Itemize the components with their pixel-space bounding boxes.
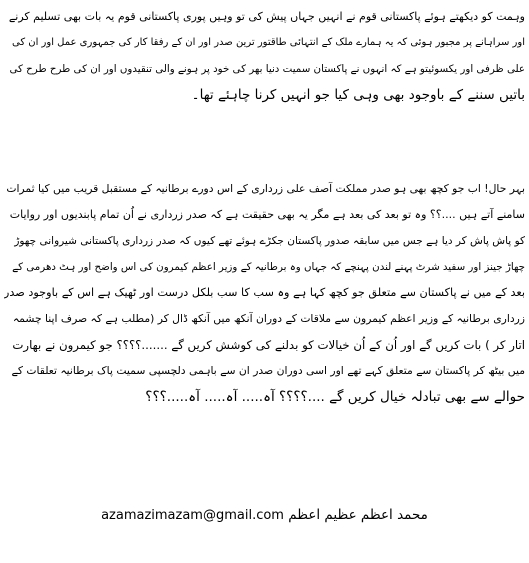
text-line: حوالے سے بھی تبادلہ خیال کریں گے ....؟؟؟؟ آہ..... آہ..... آہ.....؟؟؟ bbox=[145, 389, 525, 405]
text-line: کو پاش پاش کر دیا ہے جس میں سابقہ صدور پاکستان جکڑے ہوئے تھے کیوں کہ صدر زرداری پاکستانی شیروانی چھوڑ bbox=[14, 235, 525, 247]
text-line: سامنے آتے ہیں ....؟؟ وہ تو بعد کی بعد ہے مگر یہ بھی حقیقت ہے کہ صدر زرداری نے اُن تمام پابندیوں اور روایات bbox=[9, 208, 525, 221]
text-line: بہر حال! اب جو کچھ بھی ہو صدر مملکت آصف علی زرداری کے اس دورے برطانیہ کے مستقبل قریب میں کیا ثمرات bbox=[6, 182, 525, 195]
paragraph-main bbox=[4, 176, 525, 410]
text-line: زرداری برطانیہ کے وزیر اعظم کیمرون سے ملاقات کے دوران آنکھ میں آنکھ ڈال کر (مطلب ہے کہ صرف اپنا چشمہ bbox=[12, 312, 525, 325]
text-line: میں بیٹھ کر پاکستان سے متعلق کہے تھے اور اسی دوران صدر ان سے باہمی دلچسپی سمیت پاک برطانیہ تعلقات کے bbox=[11, 364, 525, 377]
text-line: اتار کر ) بات کریں گے اور اُن کے اُن خیالات کو بدلنے کی کوشش کریں گے .......؟؟؟؟ جو کیمرون نے بھارت bbox=[12, 338, 525, 352]
author-name: محمد اعظم عظیم اعظم bbox=[288, 507, 428, 523]
text-line: وہمت کو دیکھتے ہوئے پاکستانی قوم نے انہیں جہاں پیش کی تو وہیں پوری پاکستانی قوم یہ بات بھی تسلیم کرنے bbox=[8, 10, 525, 23]
author-email: azamazimazam@gmail.com bbox=[101, 508, 284, 523]
text-line: بعد کے میں نے پاکستان سے متعلق جو کچھ کہا ہے وہ سب کا سب بلکل درست اور ٹھیک ہے اس کے باوجود صدر bbox=[4, 286, 525, 299]
author-signature bbox=[0, 505, 529, 526]
text-line: اور سراہانے پر مجبور ہوئی کہ یہ ہمارے ملک کے انتہائی طاقتور ترین صدر اور ان کے رفقا کار کی جمہوری عمل اور ان کی bbox=[11, 37, 525, 48]
text-line: باتیں سننے کے باوجود بھی وہی کیا جو انہیں کرنا چاہئے تھا۔ bbox=[191, 87, 525, 103]
paragraph-intro bbox=[4, 4, 525, 108]
text-line: علی ظرفی اور یکسوئیتو ہے کہ انہوں نے پاکستان سمیت دنیا بھر کی خود پر ہونے والی تنقیدوں اور ان کی طرح طرح کی bbox=[9, 63, 525, 75]
text-line: چھاڑ جینز اور سفید شرٹ پہنے لندن پہنچے کہ جہاں وہ برطانیہ کے وزیر اعظم کیمرون کی اس واضح اور ہٹ دھرمی کے bbox=[12, 261, 525, 273]
